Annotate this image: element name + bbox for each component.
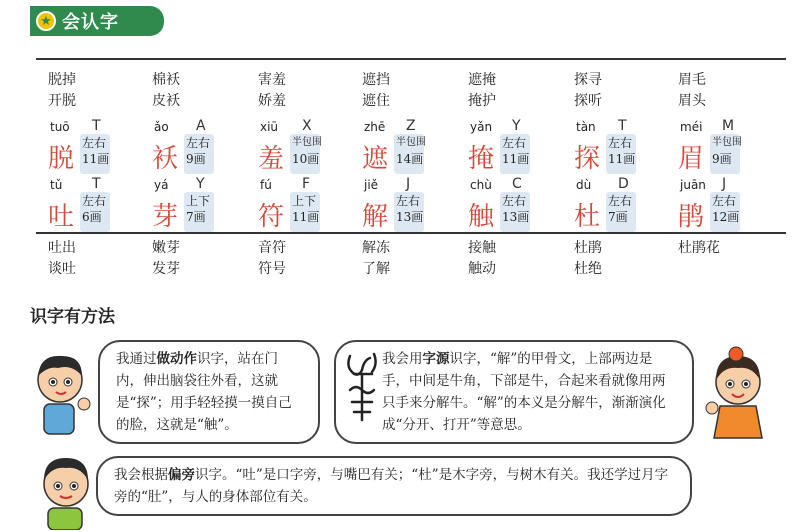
structure: 左右 bbox=[502, 194, 527, 208]
word-col-bottom-1 bbox=[152, 238, 180, 280]
stroke-count: 9画 bbox=[712, 152, 732, 166]
star-icon: ★ bbox=[36, 11, 56, 31]
word: 遮挡 bbox=[362, 72, 390, 88]
word-col-top-3 bbox=[362, 70, 390, 112]
word: 害羞 bbox=[258, 72, 286, 88]
stroke-count: 11画 bbox=[82, 152, 110, 166]
structure: 左右 bbox=[608, 194, 633, 208]
word: 探寻 bbox=[574, 72, 602, 88]
word: 遮住 bbox=[362, 93, 390, 109]
word: 符号 bbox=[258, 261, 286, 277]
pinyin: chù bbox=[470, 178, 492, 192]
method-section-title: 识字有方法 bbox=[30, 307, 115, 327]
initial-letter: J bbox=[406, 176, 411, 192]
structure: 左右 bbox=[186, 136, 211, 150]
word: 解冻 bbox=[362, 240, 390, 256]
stroke-count: 13画 bbox=[396, 210, 424, 224]
word: 了解 bbox=[362, 261, 390, 277]
initial-letter: Y bbox=[512, 118, 521, 134]
stroke-count: 6画 bbox=[82, 210, 102, 224]
char-card bbox=[148, 178, 248, 234]
word: 探听 bbox=[574, 93, 602, 109]
initial-letter: T bbox=[92, 176, 101, 192]
word: 眉毛 bbox=[678, 72, 706, 88]
char-card bbox=[358, 120, 458, 176]
keyword-etymology: 字源 bbox=[422, 351, 450, 367]
word: 娇羞 bbox=[258, 93, 286, 109]
speech-bubble-action: 我通过做动作识字，站在门内，伸出脑袋往外看，这就是“探”；用手轻轻摸一摸自己的脸，这就是“触”。 bbox=[98, 340, 320, 444]
word-col-bottom-4 bbox=[468, 238, 496, 280]
pinyin: tǔ bbox=[50, 178, 63, 192]
structure: 左右 bbox=[396, 194, 421, 208]
pinyin: jiě bbox=[364, 178, 379, 192]
char-card bbox=[148, 120, 248, 176]
word-col-top-4 bbox=[468, 70, 496, 112]
character: 解 bbox=[362, 202, 389, 232]
structure: 上下 bbox=[292, 194, 317, 208]
pinyin: ǎo bbox=[154, 120, 169, 134]
pinyin: yǎn bbox=[470, 120, 493, 134]
word-col-top-2 bbox=[258, 70, 286, 112]
pinyin: fú bbox=[260, 178, 272, 192]
word: 音符 bbox=[258, 240, 286, 256]
initial-letter: J bbox=[722, 176, 727, 192]
word-col-bottom-2 bbox=[258, 238, 286, 280]
word: 嫩芽 bbox=[152, 240, 180, 256]
word: 触动 bbox=[468, 261, 496, 277]
word: 棉袄 bbox=[152, 72, 180, 88]
word-col-top-0 bbox=[48, 70, 76, 112]
structure: 左右 bbox=[82, 136, 107, 150]
word-col-bottom-0 bbox=[48, 238, 76, 280]
word-col-bottom-3 bbox=[362, 238, 390, 280]
char-card bbox=[464, 178, 564, 234]
stroke-count: 11画 bbox=[292, 210, 320, 224]
character: 芽 bbox=[152, 202, 179, 232]
char-card bbox=[674, 120, 774, 176]
initial-letter: Y bbox=[196, 176, 205, 192]
character: 触 bbox=[468, 202, 495, 232]
structure: 左右 bbox=[502, 136, 527, 150]
word: 遮掩 bbox=[468, 72, 496, 88]
word-col-bottom-5 bbox=[574, 238, 602, 280]
char-card bbox=[570, 120, 670, 176]
stroke-count: 11画 bbox=[608, 152, 636, 166]
speech-bubble-etymology: 我会用字源识字，“解”的甲骨文，上部两边是手，中间是牛角，下部是牛，合起来看就像用两只手来分解牛。“解”的本义是分解牛，渐渐演化成“分开、打开”等意思。 bbox=[334, 340, 694, 444]
pinyin: tuō bbox=[50, 120, 70, 134]
keyword-action: 做动作 bbox=[156, 351, 197, 367]
char-card bbox=[674, 178, 774, 234]
word-col-top-1 bbox=[152, 70, 180, 112]
character: 脱 bbox=[48, 144, 75, 174]
stroke-count: 12画 bbox=[712, 210, 740, 224]
speech-bubble-radical: 我会根据偏旁识字。“吐”是口字旁，与嘴巴有关；“杜”是木字旁，与树木有关。我还学过月字旁的“肚”，与人的身体部位有关。 bbox=[96, 456, 692, 516]
boy-character-icon bbox=[28, 346, 94, 436]
character: 掩 bbox=[468, 144, 495, 174]
pinyin: méi bbox=[680, 120, 703, 134]
pinyin: zhē bbox=[364, 120, 386, 134]
word: 脱掉 bbox=[48, 72, 76, 88]
boy-character-2-icon bbox=[34, 452, 98, 530]
word-col-bottom-6 bbox=[678, 238, 720, 259]
initial-letter: T bbox=[618, 118, 627, 134]
oracle-bone-glyph-icon bbox=[342, 350, 382, 426]
word: 接触 bbox=[468, 240, 496, 256]
initial-letter: A bbox=[196, 118, 206, 134]
structure: 半包围 bbox=[292, 137, 322, 148]
structure: 左右 bbox=[712, 194, 737, 208]
structure: 半包围 bbox=[712, 137, 742, 148]
structure: 上下 bbox=[186, 194, 211, 208]
word: 发芽 bbox=[152, 261, 180, 277]
char-card bbox=[44, 178, 144, 234]
pinyin: xiū bbox=[260, 120, 279, 134]
character: 眉 bbox=[678, 144, 705, 174]
word: 杜鹃花 bbox=[678, 240, 720, 256]
pinyin: tàn bbox=[576, 120, 596, 134]
pinyin: juān bbox=[680, 178, 706, 192]
word: 开脱 bbox=[48, 93, 76, 109]
word: 皮袄 bbox=[152, 93, 180, 109]
structure: 左右 bbox=[82, 194, 107, 208]
word: 谈吐 bbox=[48, 261, 76, 277]
top-divider bbox=[36, 58, 786, 60]
char-card bbox=[254, 120, 354, 176]
section-header-tab bbox=[30, 6, 164, 36]
section-header-title: 会认字 bbox=[62, 12, 119, 33]
char-card bbox=[464, 120, 564, 176]
char-card bbox=[254, 178, 354, 234]
word: 掩护 bbox=[468, 93, 496, 109]
pinyin: dù bbox=[576, 178, 592, 192]
character: 吐 bbox=[48, 202, 75, 232]
keyword-radical: 偏旁 bbox=[168, 467, 195, 483]
stroke-count: 7画 bbox=[608, 210, 628, 224]
initial-letter: X bbox=[302, 118, 312, 134]
stroke-count: 13画 bbox=[502, 210, 530, 224]
initial-letter: M bbox=[722, 118, 735, 134]
character: 符 bbox=[258, 202, 285, 232]
word: 吐出 bbox=[48, 240, 76, 256]
initial-letter: F bbox=[302, 176, 311, 192]
character: 遮 bbox=[362, 144, 389, 174]
stroke-count: 7画 bbox=[186, 210, 206, 224]
word: 杜绝 bbox=[574, 261, 602, 277]
initial-letter: Z bbox=[406, 118, 416, 134]
character: 袄 bbox=[152, 144, 179, 174]
initial-letter: C bbox=[512, 176, 522, 192]
char-card bbox=[358, 178, 458, 234]
character: 杜 bbox=[574, 202, 601, 232]
girl-character-icon bbox=[700, 344, 780, 440]
word-col-top-6 bbox=[678, 70, 706, 112]
word: 眉头 bbox=[678, 93, 706, 109]
stroke-count: 10画 bbox=[292, 152, 320, 166]
char-card bbox=[44, 120, 144, 176]
stroke-count: 14画 bbox=[396, 152, 424, 166]
initial-letter: D bbox=[618, 176, 629, 192]
stroke-count: 11画 bbox=[502, 152, 530, 166]
initial-letter: T bbox=[92, 118, 101, 134]
char-card bbox=[570, 178, 670, 234]
structure: 左右 bbox=[608, 136, 633, 150]
pinyin: yá bbox=[154, 178, 169, 192]
character: 探 bbox=[574, 144, 601, 174]
structure: 半包围 bbox=[396, 137, 426, 148]
character: 鹃 bbox=[678, 202, 705, 232]
character: 羞 bbox=[258, 144, 285, 174]
stroke-count: 9画 bbox=[186, 152, 206, 166]
word: 杜鹃 bbox=[574, 240, 602, 256]
word-col-top-5 bbox=[574, 70, 602, 112]
